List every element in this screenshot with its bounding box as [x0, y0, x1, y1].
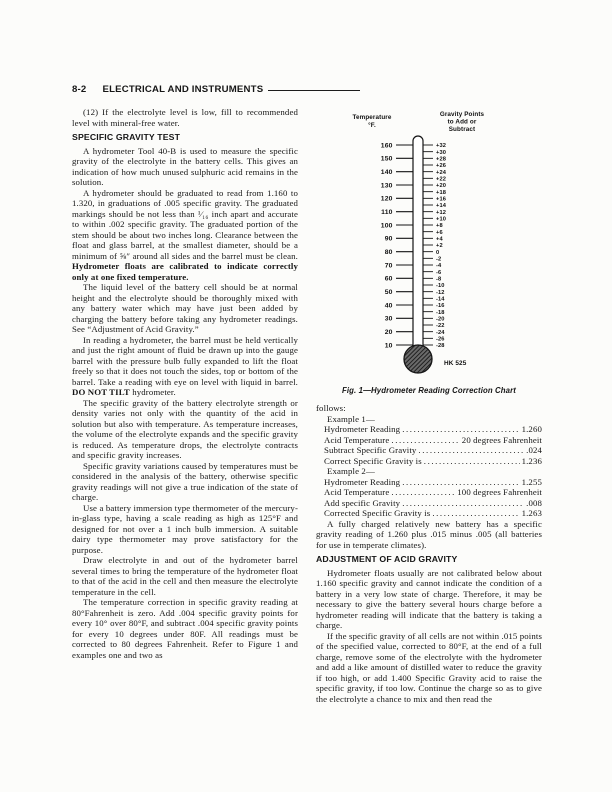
example-line-value: .008: [526, 497, 542, 508]
chapter-title: ELECTRICAL AND INSTRUMENTS: [102, 84, 264, 95]
gravity-label: +14: [436, 203, 447, 210]
temperature-label: 90: [384, 235, 393, 243]
dot-leader: [402, 477, 519, 488]
example-line-value: 1.255: [521, 476, 542, 487]
example-line: [316, 508, 542, 519]
example-line-value: 1.236: [521, 455, 542, 466]
figure-caption: Fig. 1—Hydrometer Reading Correction Chart: [342, 385, 516, 395]
paragraph: [72, 188, 298, 283]
example-line-value: 1.260: [521, 424, 542, 434]
temperature-axis-unit: °F.: [368, 122, 376, 129]
example-line-value: 1.263: [521, 508, 542, 518]
thermometer-bulb: [404, 345, 432, 373]
temperature-label: 130: [380, 182, 393, 190]
gravity-label: -4: [436, 263, 442, 270]
example-line-value: 100 degrees Fahrenheit: [457, 487, 542, 497]
dot-leader: [402, 498, 524, 509]
gravity-label: +26: [436, 163, 447, 170]
temperature-label: 20: [384, 329, 393, 337]
left-column: [72, 107, 298, 704]
temperature-label: 160: [380, 142, 393, 150]
thermometer-tube: [413, 136, 423, 352]
gravity-label: -24: [436, 329, 445, 336]
paragraph: A fully charged relatively new battery has a specific gravity reading of 1.260 plus .015 minus .005 (all batteries for use in temperate climates).: [316, 518, 542, 550]
example-line: [316, 498, 542, 509]
page-number: 8-2: [72, 84, 87, 95]
gravity-label: -18: [436, 309, 445, 316]
example-line-label: Acid Temperature: [324, 434, 390, 445]
example-line-value: 20 degrees Fahrenheit: [461, 434, 542, 445]
two-column-layout: [72, 107, 542, 704]
paragraph-text: A hydrometer should be graduated to read from 1.160 to 1.320, in graduations of .005 specific gravity. The graduated markings should be not less than ¹⁄₁₆ inch apart and accurate to within .002 specific gravity. The graduated portion of the stem should be about two inches long. Clearance between the float and glass barrel, at the smallest diameter, should be a minimum of ⅝″ around all sides and the barrel must be clean.: [72, 187, 298, 261]
gravity-label: -14: [436, 296, 445, 303]
gravity-label: +4: [436, 236, 443, 243]
dot-leader: [432, 508, 519, 519]
paragraph: Specific gravity variations caused by temperatures must be considered in the analysis of the battery, otherwise specific gravity readings will not give a true indication of the state of charge.: [72, 460, 298, 502]
paragraph: The specific gravity of the battery electrolyte strength or density varies not only with the quantity of the acid in solution but also with temperature. As temperature increases, the volume of the electrolyte expands and the specific gravity is reduced. As temperature drops, the electrolyte contracts and specific gravity increases.: [72, 397, 298, 460]
gravity-label: +2: [436, 243, 443, 250]
page-content: [72, 84, 542, 704]
temperature-label: 70: [384, 262, 393, 270]
paragraph: A hydrometer Tool 40-B is used to measure the specific gravity of the electrolyte in the battery cells. This gives an indication of how much unused sulphuric acid remains in the solution.: [72, 145, 298, 187]
example-line-label: Hydrometer Reading: [324, 476, 401, 487]
paragraph: Hydrometer floats usually are not calibrated below about 1.160 specific gravity and cannot indicate the condition of a battery in a very low state of charge. Therefore, it may be necessary to give the battery several hours charge before a hydrometer reading will indicate that the battery is taking a charge.: [316, 567, 542, 630]
temperature-label: 50: [384, 289, 393, 297]
gravity-label: -16: [436, 303, 445, 310]
example-2-title: Example 2—: [327, 466, 375, 476]
gravity-axis-label-2: to Add or: [447, 118, 477, 126]
dot-leader: [418, 445, 524, 456]
temperature-label: 10: [384, 342, 393, 350]
gravity-label: +22: [436, 176, 447, 183]
paragraph-text: In reading a hydrometer, the barrel must be held vertically and just the right amount of fluid be drawn up into the gauge barrel with the pressure bulb fully expanded to lift the float freely so that it does not touch the sides, top or bottom of the barrel. Take a reading with eye on level with liquid in barrel.: [72, 334, 298, 387]
gravity-label: +20: [436, 183, 447, 190]
gravity-axis-label-1: Gravity Points: [439, 111, 485, 118]
gravity-label: 0: [436, 249, 440, 256]
gravity-label: -6: [436, 269, 442, 276]
gravity-label: +16: [436, 196, 447, 203]
example-line: [316, 445, 542, 456]
paragraph: [72, 335, 298, 398]
temperature-label: 60: [384, 275, 393, 283]
paragraph: The liquid level of the battery cell should be at normal height and the electrolyte should be thoroughly mixed with any battery water which may have just been added by charging the battery before taking any hydrometer readings. See “Adjustment of Acid Gravity.”: [72, 282, 298, 334]
gravity-label: -26: [436, 336, 445, 343]
temperature-label: 140: [380, 169, 393, 177]
dot-leader: [391, 435, 459, 446]
gravity-label: +12: [436, 209, 447, 216]
gravity-label: +24: [436, 169, 447, 176]
bold-note: Hydrometer floats are calibrated to indicate correctly only at one fixed temperature.: [72, 261, 298, 282]
paragraph: Draw electrolyte in and out of the hydrometer barrel several times to bring the temperature of the hydrometer float to that of the acid in the cell and then measure the electrolyte temperature in the cell.: [72, 555, 298, 597]
gravity-label: -2: [436, 256, 442, 263]
paragraph-text: hydrometer.: [129, 387, 176, 397]
temperature-label: 40: [384, 302, 393, 310]
header-rule: [268, 90, 360, 91]
example-line: [316, 477, 542, 488]
figure-code: HK 525: [444, 360, 467, 367]
gravity-label: -22: [436, 323, 445, 330]
example-line-label: Correct Specific Gravity is: [324, 455, 422, 466]
example-1-title: Example 1—: [327, 413, 375, 424]
example-line-label: Acid Temperature: [324, 487, 390, 497]
example-line-label: Hydrometer Reading: [324, 424, 401, 434]
gravity-label: +8: [436, 223, 443, 230]
example-line-label: Subtract Specific Gravity: [324, 445, 417, 455]
gravity-label: +10: [436, 216, 447, 223]
paragraph: If the specific gravity of all cells are not within .015 points of the specified value, corrected to 80°F, at the end of a full charge, remove some of the electrolyte with the hydrometer and add a like amount of distilled water to reduce the gravity if too high, or add 1.400 Specific Gravity acid to raise the specific gravity, if too low. Continue the charge so as to give the electrolyte a chance to mix and then read the: [316, 630, 542, 704]
paragraph: follows:: [316, 403, 346, 413]
hydrometer-correction-chart: [326, 107, 532, 379]
page-header: [72, 84, 542, 95]
paragraph: (12) If the electrolyte level is low, fill to recommended level with mineral-free water.: [72, 107, 298, 128]
section-heading-specific-gravity-test: SPECIFIC GRAVITY TEST: [72, 132, 181, 142]
temperature-label: 120: [380, 195, 393, 203]
gravity-label: -10: [436, 283, 445, 290]
example-line: [316, 456, 542, 467]
gravity-label: -28: [436, 343, 445, 350]
gravity-axis-label-3: Subtract: [448, 126, 476, 133]
temperature-label: 30: [384, 315, 393, 323]
section-heading-adjustment-of-acid-gravity: ADJUSTMENT OF ACID GRAVITY: [316, 554, 458, 564]
dot-leader: [402, 424, 519, 435]
temperature-label: 80: [384, 249, 393, 257]
example-line: [316, 424, 542, 435]
right-column: [316, 107, 542, 704]
gravity-label: +30: [436, 149, 447, 156]
temperature-label: 110: [381, 209, 393, 217]
gravity-label: +28: [436, 156, 447, 163]
example-line-value: .024: [526, 445, 542, 455]
paragraph: The temperature correction in specific gravity reading at 80°Fahrenheit is zero. Add .004 specific gravity points for every 10° over 80°F, and subtract .004 specific gravity points for every 10 degrees under 80F. All readings must be corrected to 80 degrees Fahrenheit. Refer to Figure 1 and examples one and two as: [72, 597, 298, 660]
gravity-label: -8: [436, 276, 442, 283]
example-line: [316, 435, 542, 446]
paragraph: Use a battery immersion type thermometer of the mercury-in-glass type, having a scale reading as high as 125°F and designed for not over a 1 inch bulb immersion. A suitable dairy type thermometer may prove satisfactory for the purpose.: [72, 502, 298, 555]
dot-leader: [391, 487, 455, 498]
gravity-label: -12: [436, 289, 445, 296]
figure-1: [326, 107, 532, 382]
temperature-label: 150: [380, 155, 393, 163]
temperature-axis-label: Temperature: [352, 114, 392, 121]
gravity-label: +18: [436, 189, 447, 196]
dot-leader: [424, 456, 520, 467]
gravity-label: -20: [436, 316, 445, 323]
gravity-label: +6: [436, 229, 443, 236]
gravity-label: +32: [436, 143, 447, 150]
temperature-label: 100: [380, 222, 393, 230]
example-line-label: Add specific Gravity: [324, 497, 401, 508]
example-line-label: Corrected Specific Gravity is: [324, 508, 431, 518]
example-line: [316, 487, 542, 498]
bold-note: DO NOT TILT: [72, 387, 130, 397]
